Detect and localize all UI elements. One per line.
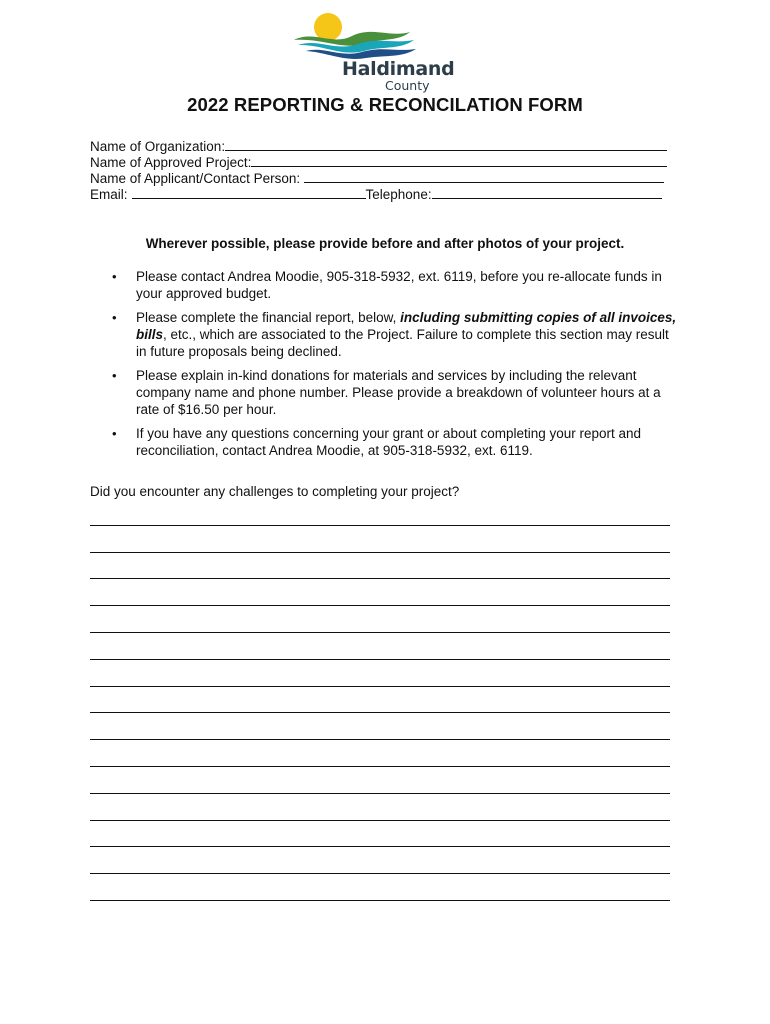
logo-subtitle: County [385,78,430,93]
list-item [112,268,682,302]
project-blank[interactable] [251,154,667,167]
organization-field [90,138,680,154]
form-title: 2022 REPORTING & RECONCILATION FORM [187,94,583,115]
haldimand-county-logo [292,8,462,94]
answer-line[interactable] [90,740,670,767]
bullet-icon: • [112,426,117,441]
bullet-text: Please contact Andrea Moodie, 905-318-5932, ext. 6119, before you re-allocate funds in your approved budget. [136,269,662,301]
answer-line[interactable] [90,633,670,660]
list-item [112,367,682,418]
bullet-text-post: , etc., which are associated to the Project. Failure to complete this section may result in future proposals being declined. [136,327,669,359]
answer-line[interactable] [90,499,670,526]
project-label: Name of Approved Project: [90,155,252,170]
answer-line[interactable] [90,553,670,580]
bullet-icon: • [112,368,117,383]
bullet-icon: • [112,269,117,284]
list-item [112,425,682,459]
bullet-text: If you have any questions concerning your grant or about completing your report and reconciliation, contact Andrea Moodie, at 905-318-5932, ext. 6119. [136,426,642,458]
challenges-question: Did you encounter any challenges to completing your project? [90,484,460,499]
answer-line[interactable] [90,660,670,687]
answer-line[interactable] [90,794,670,821]
answer-line[interactable] [90,526,670,553]
answer-line[interactable] [90,874,670,901]
bullet-emphasis: including submitting copies of all invoices, bills [136,310,677,342]
answer-line[interactable] [90,606,670,633]
email-blank[interactable] [132,186,366,199]
answer-line[interactable] [90,821,670,848]
telephone-blank[interactable] [432,186,662,199]
bullet-text: Please explain in-kind donations for materials and services by including the relevant company name and phone number. Please provide a breakdown of volunteer hours at a rate of $16.50 per hour. [136,368,661,417]
list-item [112,309,682,360]
answer-line[interactable] [90,579,670,606]
answer-line[interactable] [90,687,670,714]
contact-fields [90,138,680,202]
photo-notice: Wherever possible, please provide before and after photos of your project. [145,236,625,251]
instruction-list [112,268,682,466]
answer-area[interactable] [90,499,670,901]
answer-line[interactable] [90,713,670,740]
project-field [90,154,680,170]
applicant-blank[interactable] [304,170,664,183]
answer-line[interactable] [90,767,670,794]
applicant-field [90,170,680,186]
organization-label: Name of Organization: [90,139,226,154]
telephone-label: Telephone: [365,187,432,202]
logo-name: Haldimand [342,58,455,80]
organization-blank[interactable] [225,138,667,151]
email-label: Email: [90,187,128,202]
answer-line[interactable] [90,847,670,874]
bullet-text-pre: Please complete the financial report, below, [136,310,401,325]
applicant-label: Name of Applicant/Contact Person: [90,171,301,186]
email-telephone-field [90,186,680,202]
bullet-icon: • [112,310,117,325]
